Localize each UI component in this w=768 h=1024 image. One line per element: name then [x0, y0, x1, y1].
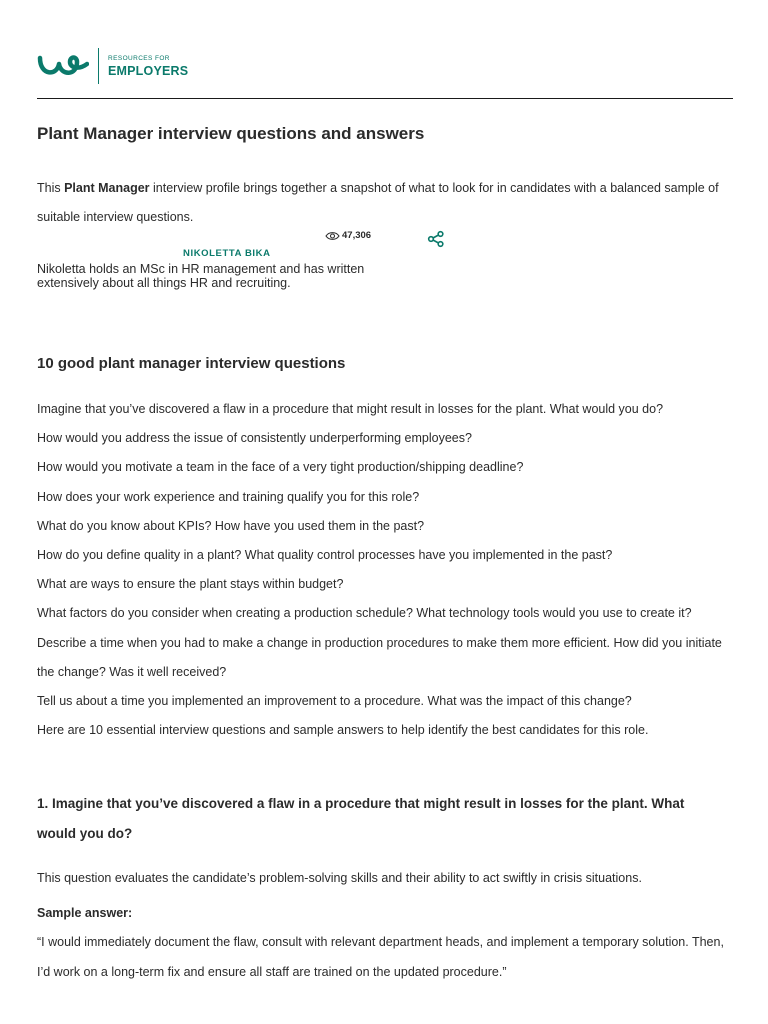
logo-wordmark[interactable]: EMPLOYERS: [108, 64, 189, 78]
question-item: How would you motivate a team in the face of a very tight production/shipping deadline?: [37, 460, 524, 475]
questions-heading: 10 good plant manager interview questions: [37, 355, 346, 372]
question-item: What do you know about KPIs? How have you used them in the past?: [37, 518, 425, 533]
logo-divider: [98, 48, 99, 84]
question-list: [37, 395, 737, 745]
page-title: Plant Manager interview questions and answers: [37, 124, 425, 143]
question-item: How would you address the issue of consistently underperforming employees?: [37, 431, 472, 446]
site-header: [37, 44, 733, 86]
question-item: Tell us about a time you implemented an improvement to a procedure. What was the impact of this change?: [37, 694, 632, 709]
questions-summary: Here are 10 essential interview questions and sample answers to help identify the best candidates for this role.: [37, 723, 649, 738]
brand-logo-icon[interactable]: [37, 52, 89, 80]
question-item: Imagine that you’ve discovered a flaw in a procedure that might result in losses for the plant. What would you do?: [37, 402, 664, 416]
author-bio: Nikoletta holds an MSc in HR management and has written extensively about all things HR and recruiting.: [37, 262, 365, 290]
share-icon[interactable]: [427, 230, 445, 248]
question-item: How does your work experience and training qualify you for this role?: [37, 489, 420, 504]
author-name[interactable]: NIKOLETTA BIKA: [183, 248, 271, 259]
question-1-heading: 1. Imagine that you’ve discovered a flaw in a procedure that might result in losses for the plant. What would you do?: [37, 796, 685, 841]
views-count-text: 47,306: [342, 230, 372, 241]
intro-text-start: This: [37, 181, 65, 195]
sample-answer-text: “I would immediately document the flaw, consult with relevant department heads, and implement a temporary solution. Then, I’d work on a long-term fix and ensure all staff are trained on the updated procedure.”: [37, 935, 724, 979]
header-divider: [37, 98, 733, 99]
intro-text-end: interview profile brings together a snapshot of what to look for in candidates with a balanced sample of suitable interview questions.: [37, 181, 719, 224]
question-item: How do you define quality in a plant? What quality control processes have you implemented in the past?: [37, 548, 613, 563]
question-item: Describe a time when you had to make a change in production procedures to make them more efficient. How did you initiate the change? Was it well received?: [37, 635, 722, 679]
sample-answer-label: Sample answer:: [37, 906, 133, 920]
question-item: What factors do you consider when creating a production schedule? What technology tools would you use to create it?: [37, 606, 692, 621]
question-item: What are ways to ensure the plant stays within budget?: [37, 577, 344, 592]
intro-paragraph: [37, 174, 733, 231]
question-1-description: This question evaluates the candidate’s problem-solving skills and their ability to act swiftly in crisis situations.: [37, 871, 642, 885]
eye-icon: [325, 231, 340, 241]
logo-tagline: RESOURCES FOR: [108, 55, 170, 62]
intro-role-name: Plant Manager: [64, 181, 150, 195]
view-count: [325, 230, 371, 241]
